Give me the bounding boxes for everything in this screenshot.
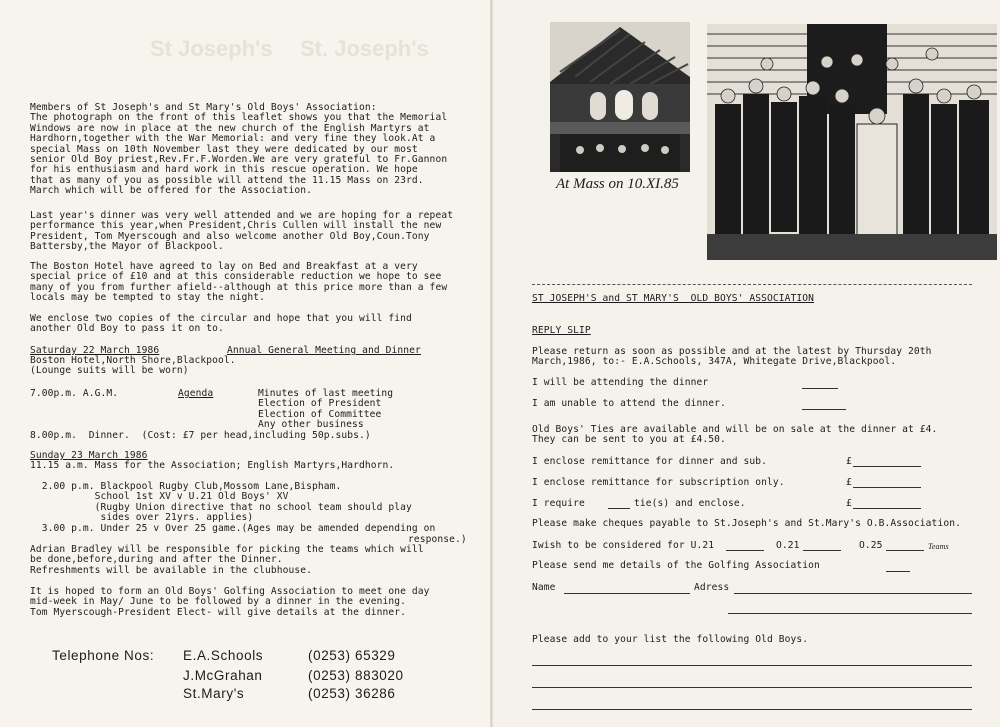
telephone-number: (0253) 65329 — [308, 648, 396, 663]
add-old-boys-label: Please add to your list the following Old Boys. — [532, 634, 809, 645]
golf-association-note: It is hoped to form an Old Boys' Golfing Association to meet one day mid-week in May/ June to be followed by a dinner in the evening. Tom Myerscough-President Elect- will give details at the dinner. — [30, 586, 430, 618]
enclose-paragraph: We enclose two copies of the circular and hope that you will find another Old Boy to pass it on to. — [30, 313, 412, 335]
pound-sign: £ — [846, 456, 852, 467]
association-title: ST JOSEPH'S and ST MARY'S OLD BOYS' ASSOCIATION — [532, 293, 815, 304]
require-tie-label: tie(s) and enclose. — [634, 498, 746, 509]
agenda-label: Agenda — [178, 388, 214, 399]
photo-caption: At Mass on 10.XI.85 — [556, 176, 679, 192]
team-consider-label: Iwish to be considered for U.21 — [532, 540, 715, 551]
unable-field[interactable] — [802, 409, 846, 410]
sunday-date: Sunday 23 March 1986 — [30, 450, 148, 461]
name-label: Name — [532, 582, 556, 593]
agm-time: 7.00p.m. A.G.M. — [30, 388, 119, 399]
intro-paragraph: Members of St Joseph's and St Mary's Old Boys' Association: The photograph on the front of this leaflet shows you that the Memorial Windows are now in place at the new church of the English Martyrs at Hardhorn,together with the War Memorial: and very fine they look.At a special Mass on 10th November last they were dedicated by our most senior Old Boy priest,Rev.Fr.F.Worden.We are very grateful to Fr.Gannon for his enthusiasm and hard work in this rescue operation. We hope that as many of you as possible will attend the 11.15 Mass on 23rd. March which will be offered for the Association. — [30, 102, 448, 197]
remit-sub-field[interactable] — [853, 487, 921, 488]
old-boys-line-2[interactable] — [532, 687, 972, 688]
o21-label: O.21 — [776, 540, 800, 551]
golf-details-field[interactable] — [886, 571, 910, 572]
cut-line — [532, 284, 972, 285]
agm-title: Annual General Meeting and Dinner — [227, 345, 421, 356]
remit-dinner-label: I enclose remittance for dinner and sub. — [532, 456, 768, 467]
saturday-venue: Boston Hotel,North Shore,Blackpool. (Lounge suits will be worn) — [30, 355, 236, 377]
reply-instructions: Please return as soon as possible and at the latest by Thursday 20th March,1986, to:- E.A.Schools, 347A, Whitegate Drive,Blackpool. — [532, 346, 932, 368]
old-boys-line-3[interactable] — [532, 709, 972, 710]
show-through-text: St. Joseph's — [300, 36, 429, 61]
address-field[interactable] — [734, 593, 972, 594]
o25-field[interactable] — [886, 550, 924, 551]
rugby-response: response.) — [408, 534, 467, 545]
page-fold — [490, 0, 493, 727]
attend-option: I will be attending the dinner — [532, 377, 709, 388]
attend-field[interactable] — [802, 388, 838, 389]
church-mass-photo — [550, 22, 690, 172]
golf-details-label: Please send me details of the Golfing Association — [532, 560, 820, 571]
remit-sub-label: I enclose remittance for subscription only. — [532, 477, 785, 488]
old-boys-line-1[interactable] — [532, 665, 972, 666]
telephone-name: J.McGrahan — [183, 668, 263, 683]
pound-sign: £ — [846, 477, 852, 488]
address-label: Adress — [694, 582, 730, 593]
dinner-time: 8.00p.m. Dinner. (Cost: £7 per head,including 50p.subs.) — [30, 430, 371, 441]
telephone-number: (0253) 883020 — [308, 668, 404, 683]
o21-field[interactable] — [803, 550, 841, 551]
teams-handwritten: Teams — [928, 542, 949, 551]
tie-amount-field[interactable] — [853, 508, 921, 509]
u21-field[interactable] — [726, 550, 764, 551]
cheques-note: Please make cheques payable to St.Joseph's and St.Mary's O.B.Association. — [532, 518, 961, 529]
hotel-paragraph: The Boston Hotel have agreed to lay on Bed and Breakfast at a very special price of £10 and at this considerable reduction we hope to see many of you from further afield--although at this price more than a few locals may be tempted to stay the night. — [30, 261, 448, 304]
team-selection-note: Adrian Bradley will be responsible for picking the teams which will be done,before,during and after the Dinner. Refreshments will be available in the clubhouse. — [30, 544, 424, 576]
saturday-date: Saturday 22 March 1986 — [30, 345, 160, 356]
reply-slip-title: REPLY SLIP — [532, 325, 591, 336]
require-label: I require — [532, 498, 585, 509]
address-field-line-2[interactable] — [728, 613, 972, 614]
o25-label: O.25 — [859, 540, 883, 551]
telephone-number: (0253) 36286 — [308, 686, 396, 701]
sunday-mass: 11.15 a.m. Mass for the Association; English Martyrs,Hardhorn. — [30, 460, 395, 471]
telephone-name: E.A.Schools — [183, 648, 264, 663]
name-field[interactable] — [564, 593, 690, 594]
group-photo — [707, 24, 997, 260]
telephone-name: St.Mary's — [183, 686, 245, 701]
rugby-schedule: 2.00 p.m. Blackpool Rugby Club,Mossom Lane,Bispham. School 1st XV v U.21 Old Boys' XV (Rugby Union directive that no school team should play sides over 21yrs. applies) 3.00 p.m. Under 25 v Over 25 game.(Ages may be amended depending on — [41, 481, 436, 534]
pound-sign: £ — [846, 498, 852, 509]
ties-notice: Old Boys' Ties are available and will be on sale at the dinner at £4. They can be sent to you at £4.50. — [532, 424, 938, 446]
telephone-label: Telephone Nos: — [52, 648, 155, 663]
show-through-text: St Joseph's — [150, 36, 273, 61]
dinner-paragraph: Last year's dinner was very well attended and we are hoping for a repeat performance this year,when President,Chris Cullen will install the new President, Tom Myerscough and also welcome another Old Boy,Coun.Tony Battersby,the Mayor of Blackpool. — [30, 210, 454, 253]
unable-option: I am unable to attend the dinner. — [532, 398, 726, 409]
agenda-items: Minutes of last meeting Election of President Election of Committee Any other business — [258, 388, 394, 431]
tie-quantity-field[interactable] — [608, 508, 630, 509]
remit-dinner-field[interactable] — [853, 466, 921, 467]
